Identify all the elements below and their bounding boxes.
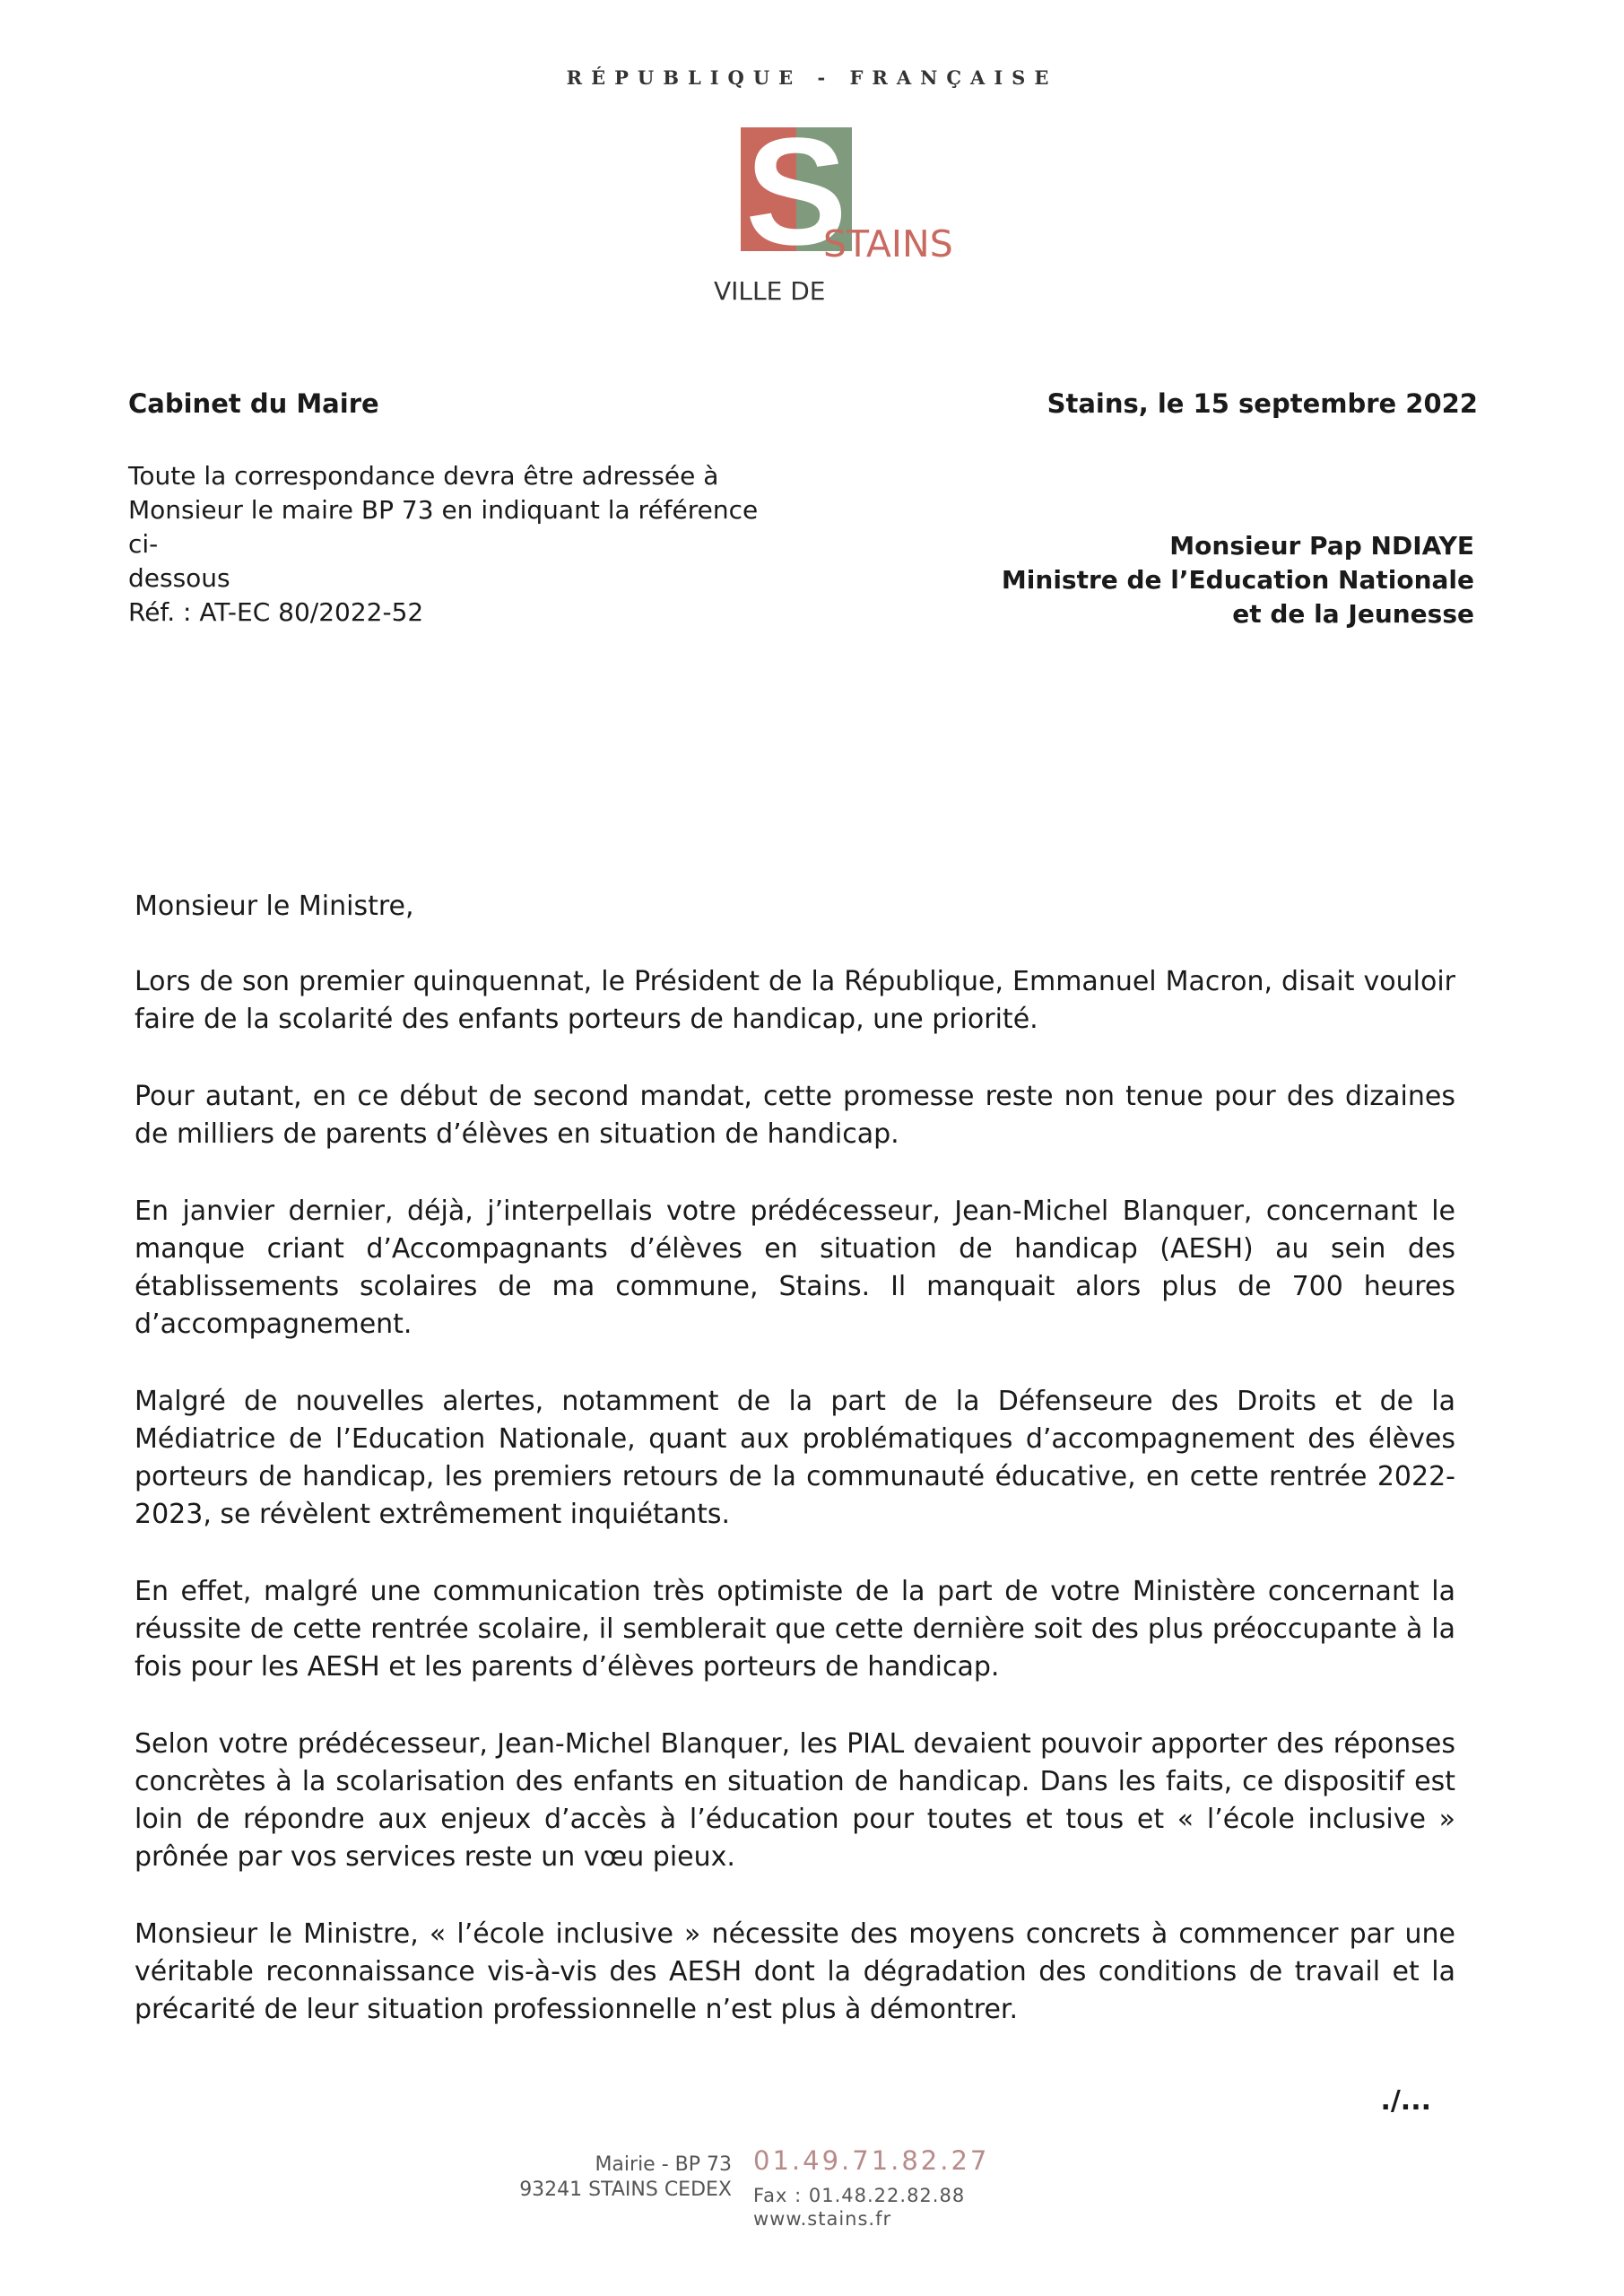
correspondence-line: Toute la correspondance devra être adressée à [128, 461, 719, 491]
body-paragraph: En effet, malgré une communication très optimiste de la part de votre Ministère concernant la réussite de cette rentrée scolaire, il semblerait que cette dernière soit des plus préoccupante à la fois pour les AESH et les parents d’élèves porteurs de handicap. [135, 1576, 1455, 1683]
footer-fax: Fax : 01.48.22.82.88 [753, 2185, 966, 2206]
recipient-title: Ministre de l’Education Nationale [1001, 565, 1474, 595]
logo-stains-text: STAINS [823, 222, 953, 265]
footer-address [484, 2152, 732, 2203]
correspondence-line: dessous [128, 563, 230, 593]
body-paragraph: Selon votre prédécesseur, Jean-Michel Blanquer, les PIAL devaient pouvoir apporter des réponses concrètes à la scolarisation des enfants en situation de handicap. Dans les faits, ce dispositif est loin de répondre aux enjeux d’accès à l’éducation pour toutes et tous et « l’école inclusive » prônée par vos services reste un vœu pieux. [135, 1728, 1455, 1873]
recipient-name: Monsieur Pap NDIAYE [1169, 531, 1474, 561]
letter-body [135, 888, 1455, 2068]
body-paragraph: Pour autant, en ce début de second mandat, cette promesse reste non tenue pour des dizaines de milliers de parents d’élèves en situation de handicap. [135, 1081, 1455, 1150]
reference-number: Réf. : AT-EC 80/2022-52 [128, 597, 424, 627]
logo-letter: S [745, 124, 847, 277]
body-paragraph: Monsieur le Ministre, « l’école inclusive » nécessite des moyens concrets à commencer par une véritable reconnaissance vis-à-vis des AESH dont la dégradation des conditions de travail et la précarité de leur situation professionnelle n’est plus à démontrer. [135, 1918, 1455, 2025]
body-paragraph: Malgré de nouvelles alertes, notamment de la part de la Défenseure des Droits et de la Médiatrice de l’Education Nationale, quant aux problématiques d’accompagnement des élèves porteurs de handicap, les premiers retours de la communauté éducative, en cette rentrée 2022-2023, se révèlent extrêmement inquiétants. [135, 1386, 1455, 1530]
salutation: Monsieur le Ministre, [135, 891, 414, 922]
footer-website: www.stains.fr [753, 2208, 892, 2230]
recipient-block [1002, 529, 1474, 631]
body-paragraph: Lors de son premier quinquennat, le Président de la République, Emmanuel Macron, disait vouloir faire de la scolarité des enfants porteurs de handicap, une priorité. [135, 966, 1455, 1035]
footer-address-line: Mairie - BP 73 [595, 2153, 732, 2176]
sender-office: Cabinet du Maire [128, 388, 379, 419]
footer-address-line: 93241 STAINS CEDEX [519, 2179, 732, 2201]
footer-phone: 01.49.71.82.27 [753, 2145, 990, 2176]
body-paragraph: En janvier dernier, déjà, j’interpellais votre prédécesseur, Jean-Michel Blanquer, concernant le manque criant d’Accompagnants d’élèves en situation de handicap (AESH) au sein des établissements scolaires de ma commune, Stains. Il manquait alors plus de 700 heures d’accompagnement. [135, 1196, 1455, 1340]
logo-ville-de-text: VILLE DE [714, 276, 826, 303]
header-republique-francaise: RÉPUBLIQUE - FRANÇAISE [566, 66, 1058, 89]
correspondence-notice [128, 459, 792, 630]
letter-date: Stains, le 15 septembre 2022 [1046, 388, 1478, 419]
recipient-title: et de la Jeunesse [1232, 599, 1474, 629]
ville-de-stains-logo [714, 124, 983, 303]
correspondence-line: Monsieur le maire BP 73 en indiquant la référence ci- [128, 495, 759, 559]
continuation-mark: ./... [1380, 2085, 1431, 2117]
footer-contact [753, 2145, 989, 2230]
